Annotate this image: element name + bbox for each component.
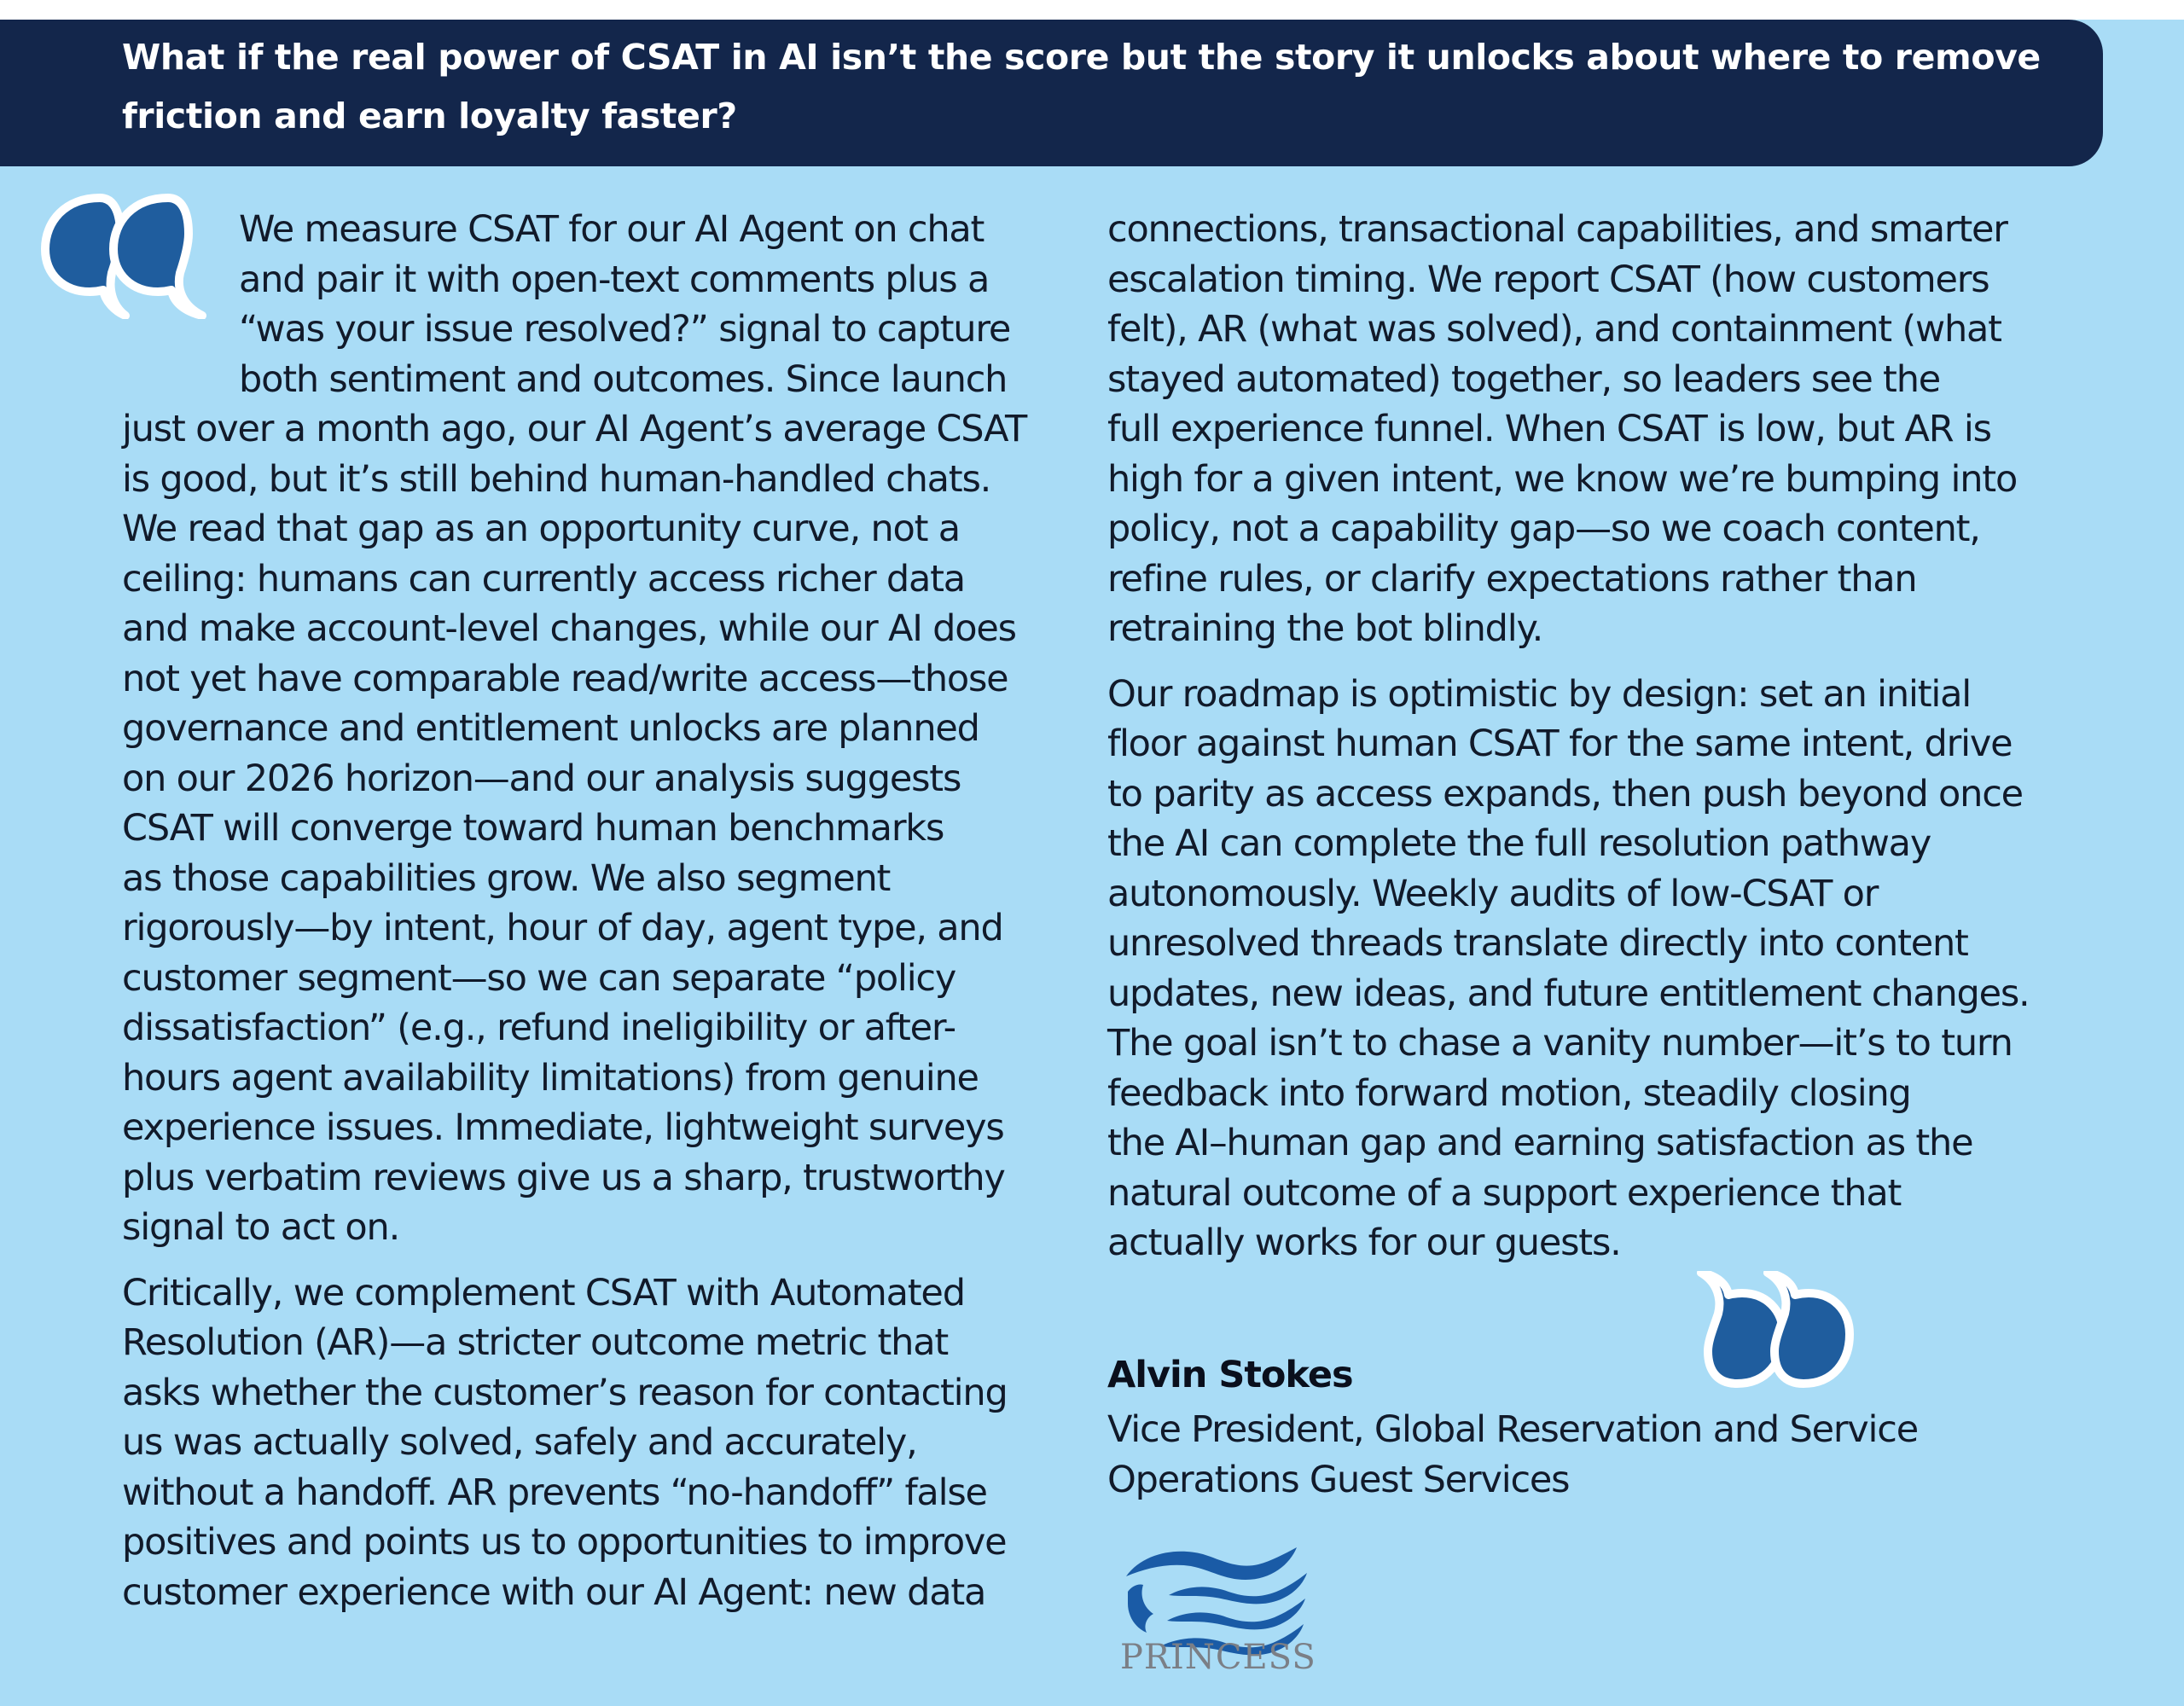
text-line: and pair it with open-text comments plus a <box>239 258 990 301</box>
text-line: natural outcome of a support experience that <box>1107 1171 1902 1215</box>
text-line: actually works for our guests. <box>1107 1221 1621 1264</box>
banner-question <box>122 28 2052 146</box>
text-line: updates, new ideas, and future entitlement changes. <box>1107 972 2030 1015</box>
text-line: plus verbatim reviews give us a sharp, trustworthy <box>122 1156 1005 1199</box>
text-line: retraining the bot blindly. <box>1107 607 1543 650</box>
text-line: is good, but it’s still behind human-handled chats. <box>122 457 991 501</box>
right-column <box>1107 205 2067 1284</box>
text-line: Resolution (AR)—a stricter outcome metric that <box>122 1321 949 1364</box>
text-line: not yet have comparable read/write access—those <box>122 657 1008 700</box>
author-title-line: Operations Guest Services <box>1107 1458 1570 1501</box>
text-line: and make account-level changes, while our AI does <box>122 607 1016 650</box>
text-line: the AI–human gap and earning satisfaction as the <box>1107 1122 1973 1164</box>
text-line: without a handoff. AR prevents “no-handoff” false <box>122 1471 987 1514</box>
text-line: policy, not a capability gap—so we coach content, <box>1107 508 1980 550</box>
left-paragraph-1 <box>122 205 1077 1253</box>
text-line: floor against human CSAT for the same intent, drive <box>1107 722 2013 765</box>
text-line: to parity as access expands, then push beyond once <box>1107 772 2023 815</box>
close-quote-icon <box>1696 1271 1858 1390</box>
text-line: asks whether the customer’s reason for contacting <box>122 1371 1008 1414</box>
text-line: dissatisfaction” (e.g., refund ineligibility or after- <box>122 1007 956 1049</box>
text-line: CSAT will converge toward human benchmarks <box>122 807 944 850</box>
text-line: as those capabilities grow. We also segment <box>122 856 891 900</box>
text-line: full experience funnel. When CSAT is low, but AR is <box>1107 408 1991 450</box>
text-line: us was actually solved, safely and accurately, <box>122 1421 917 1464</box>
text-line: connections, transactional capabilities, and smarter <box>1107 208 2007 251</box>
top-margin <box>0 0 2184 20</box>
text-line: ceiling: humans can currently access richer data <box>122 557 965 601</box>
text-line: We measure CSAT for our AI Agent on chat <box>239 208 985 251</box>
question-banner <box>0 20 2103 166</box>
text-line: feedback into forward motion, steadily closing <box>1107 1071 1911 1115</box>
text-line: governance and entitlement unlocks are planned <box>122 707 979 750</box>
text-line: autonomously. Weekly audits of low-CSAT or <box>1107 872 1879 915</box>
text-line: high for a given intent, we know we’re bumping into <box>1107 457 2018 501</box>
text-line: hours agent availability limitations) from genuine <box>122 1056 979 1100</box>
author-title-line: Vice President, Global Reservation and Service <box>1107 1408 1918 1451</box>
text-line: unresolved threads translate directly into content <box>1107 922 1968 965</box>
text-line: rigorously—by intent, hour of day, agent type, and <box>122 907 1003 949</box>
text-line: “was your issue resolved?” signal to capture <box>239 308 1011 351</box>
text-line: refine rules, or clarify expectations rather than <box>1107 557 1917 601</box>
banner-line: What if the real power of CSAT in AI isn’t the score but the story it unlocks about where to remove <box>122 37 2041 78</box>
text-line: experience issues. Immediate, lightweight surveys <box>122 1106 1004 1149</box>
princess-wordmark: PRINCESS <box>1120 1638 1316 1677</box>
text-line: the AI can complete the full resolution pathway <box>1107 822 1931 865</box>
text-line: both sentiment and outcomes. Since launch <box>239 357 1008 401</box>
author-title <box>1107 1405 1960 1505</box>
banner-line: friction and earn loyalty faster? <box>122 96 737 136</box>
text-line: Our roadmap is optimistic by design: set an initial <box>1107 672 1972 716</box>
text-line: stayed automated) together, so leaders see the <box>1107 357 1941 401</box>
text-line: We read that gap as an opportunity curve, not a <box>122 508 960 550</box>
text-line: signal to act on. <box>122 1206 400 1249</box>
text-line: customer segment—so we can separate “policy <box>122 956 956 1000</box>
text-line: positives and points us to opportunities to improve <box>122 1521 1007 1564</box>
text-line: on our 2026 horizon—and our analysis suggests <box>122 757 961 800</box>
text-line: felt), AR (what was solved), and containment (what <box>1107 308 2001 351</box>
left-column <box>122 205 1077 1633</box>
right-paragraph-1 <box>1107 205 2067 654</box>
text-line: customer experience with our AI Agent: new data <box>122 1570 986 1614</box>
text-line: escalation timing. We report CSAT (how customers <box>1107 258 1989 301</box>
text-line: The goal isn’t to chase a vanity number—it’s to turn <box>1107 1022 2013 1065</box>
right-paragraph-2 <box>1107 670 2067 1268</box>
author-name: Alvin Stokes <box>1107 1354 1353 1396</box>
left-paragraph-2 <box>122 1268 1077 1618</box>
text-line: Critically, we complement CSAT with Automated <box>122 1271 965 1314</box>
text-line: just over a month ago, our AI Agent’s average CSAT <box>122 408 1027 450</box>
